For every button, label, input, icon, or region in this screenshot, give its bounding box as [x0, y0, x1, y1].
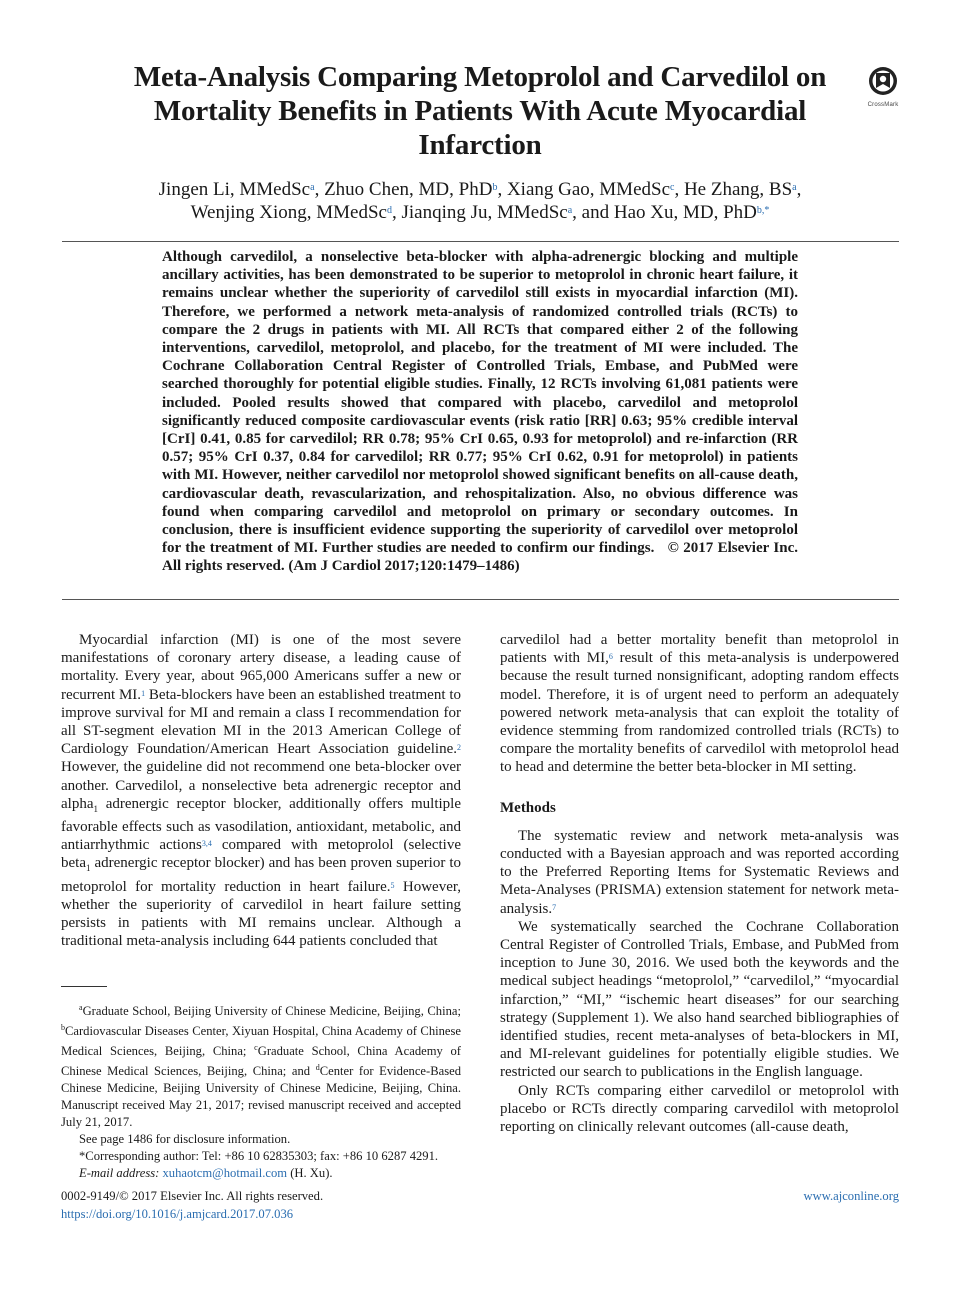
- doi-link[interactable]: https://doi.org/10.1016/j.amjcard.2017.07.036: [61, 1207, 294, 1221]
- affiliation-text: Graduate School, Beijing University of Chinese Medicine, Beijing, China;: [82, 1004, 461, 1019]
- article-title: Meta-Analysis Comparing Metoprolol and Carvedilol on Mortality Benefits in Patients With Acute Myocardial Infarction: [133, 61, 827, 161]
- body-text: adrenergic receptor blocker) and has been proven superior to metoprolol for mortality reduction in heart failure.: [61, 855, 461, 895]
- left-column: [61, 631, 461, 950]
- methods-paragraph: We systematically searched the Cochrane Collaboration Central Register of Controlled Trials, Embase, and PubMed from inception to June 30, 2016. We used both the keywords and the medical subject headings “metoprolol,” “carvedilol,” “myocardial infarction,” “MI,” “ischemic heart diseases” for our searching strategy (Supplement 1). We also hand searched bibliographies of identified studies, recent meta-analyses of beta-blockers in MI, and MI-relevant guidelines for potentially eligible studies. We restricted our search to publications in the English language.: [500, 918, 899, 1081]
- abstract-bottom-rule: [62, 599, 899, 600]
- body-text: However, the guideline did not recommend one beta-blocker over another. Carvedilol, a nonselective beta adrenergic receptor and alpha: [61, 759, 461, 812]
- email-label: E-mail address:: [79, 1165, 160, 1180]
- affiliation-text: Center for Evidence-Based Chinese Medicine, Beijing University of Chinese Medicine, Beijing, China. Manuscript received May 21, 2017; revised manuscript received and accepted July 21, 2017.: [61, 1064, 461, 1130]
- reference-link[interactable]: 1: [141, 688, 146, 698]
- reference-link[interactable]: 2: [457, 743, 461, 753]
- footnote-rule: [61, 986, 107, 987]
- author-name: Hao Xu, MD, PhD: [613, 202, 757, 223]
- author-separator: ,: [674, 179, 684, 200]
- affiliation-text: Cardiovascular Diseases Center, Xiyuan Hospital, China Academy of Chinese Medical Sciences, Beijing, China;: [61, 1024, 461, 1059]
- crossmark-badge[interactable]: [866, 66, 900, 108]
- body-text: compared with metoprolol (selective beta: [61, 837, 461, 872]
- body-text: Beta-blockers have been an established treatment to improve survival for MI and remain a class I recommendation for all ST-segment elevation MI in the 2013 American College of Cardiology Foundation/American Heart Association guideline.: [61, 686, 461, 758]
- affiliations-footnote: [61, 1000, 461, 1131]
- issn-copyright: 0002-9149/© 2017 Elsevier Inc. All rights reserved.: [61, 1189, 324, 1203]
- body-text: However, whether the superiority of carvedilol in heart failure setting persists in patients with MI remains unclear. Although a traditional meta-analysis including 644 patients concluded that: [61, 878, 461, 950]
- affiliation-link[interactable]: c: [670, 182, 675, 193]
- abstract-top-rule: [62, 241, 899, 242]
- methods-heading: Methods: [500, 799, 556, 816]
- affiliation-text: Graduate School, China Academy of Chinese Medical Sciences, Beijing, China; and: [61, 1044, 461, 1079]
- author-name: He Zhang, BS: [683, 179, 793, 200]
- author-name: Wenjing Xiong, MMedSc: [190, 202, 387, 223]
- author-name: Zhuo Chen, MD, PhD: [324, 179, 493, 200]
- affiliation-mark: d: [315, 1063, 320, 1073]
- author-separator: ,: [314, 179, 325, 200]
- author-name: Jianqing Ju, MMedSc: [401, 202, 568, 223]
- author-separator: , and: [572, 202, 614, 223]
- subscript: 1: [85, 863, 91, 874]
- email-note: [61, 1165, 461, 1182]
- affiliation-link[interactable]: a: [567, 205, 573, 216]
- affiliation-mark: b: [61, 1023, 65, 1033]
- affiliation-mark: c: [254, 1043, 258, 1053]
- body-text: Myocardial infarction (MI) is one of the most severe manifestations of coronary artery disease, a leading cause of mortality. Every year, about 965,000 Americans suffer a new or recurrent MI.: [61, 632, 461, 703]
- author-separator: ,: [497, 179, 507, 200]
- reference-link[interactable]: 7: [552, 902, 557, 912]
- body-text: adrenergic receptor blocker, additionally offers multiple favorable effects such as vasodilation, antioxidant, metabolic, and antiarrhythmic actions: [61, 795, 461, 854]
- footer-right: [804, 1187, 899, 1205]
- author-name: Jingen Li, MMedSc: [158, 179, 311, 200]
- footer-left: [61, 1187, 323, 1223]
- affiliation-link[interactable]: a: [792, 182, 797, 193]
- reference-link[interactable]: 3,4: [201, 839, 212, 849]
- crossmark-icon: [868, 66, 898, 96]
- disclosure-note: See page 1486 for disclosure information.: [79, 1132, 291, 1147]
- author-name: Xiang Gao, MMedSc: [506, 179, 670, 200]
- email-suffix: (H. Xu).: [287, 1165, 333, 1180]
- body-text: result of this meta-analysis is underpowered because the result turned nonsignificant, adopting random effects model. Therefore, it is of urgent need to perform an adequately powered network meta-analysis that can exploit the totality of evidence stemming from randomized controlled trials (RCTs) to compare the mortality benefits of carvedilol with metoprolol head to head and determine the better beta-blocker in MI setting.: [500, 650, 900, 776]
- abstract-text: Although carvedilol, a nonselective beta-blocker with alpha-adrenergic blocking and multiple ancillary activities, has been demonstrated to be superior to metoprolol in chronic heart failure, it remains unclear whether the superiority of carvedilol still exists in myocardial infarction (MI). Therefore, we performed a network meta-analysis of randomized controlled trials (RCTs) to compare the 2 drugs in patients with MI. All RCTs that compared either 2 of the following interventions, carvedilol, metoprolol, and placebo, for the treatment of MI were included. The Cochrane Collaboration Central Register of Controlled Trials, Embase, and PubMed were searched thoroughly for potential eligible studies. Finally, 12 RCTs involving 61,081 patients were included. Pooled results showed that compared with placebo, carvedilol and metoprolol significantly reduced composite cardiovascular events (risk ratio [RR] 0.63; 95% credible interval [CrI] 0.41, 0.85 for carvedilol; RR 0.78; 95% CrI 0.65, 0.93 for metoprolol) and re-infarction (RR 0.57; 95% CrI 0.37, 0.84 for carvedilol; RR 0.77; 95% CrI 0.62, 0.91 for metoprolol) in patients with MI. However, neither carvedilol nor metoprolol showed significant benefits on all-cause death, cardiovascular death, revascularization, and rehospitalization. Also, no obvious difference was found when comparing carvedilol and metoprolol on primary or secondary outcomes. In conclusion, there is insufficient evidence supporting the superiority of carvedilol over metoprolol for the treatment of MI. Further studies are needed to confirm our findings.: [162, 249, 798, 557]
- journal-website-link[interactable]: www.ajconline.org: [803, 1189, 899, 1203]
- methods-paragraph: [500, 827, 899, 918]
- footnotes: [61, 1000, 461, 1182]
- affiliation-link[interactable]: b,*: [756, 205, 770, 216]
- body-text: The systematic review and network meta-analysis was conducted with a Bayesian approach and was reported according to the Preferred Reporting Items for Systematic Reviews and Meta-Analyses (PRISMA) extension statement for network meta-analysis.: [500, 827, 899, 917]
- subscript: 1: [93, 803, 98, 814]
- affiliation-link[interactable]: a: [310, 182, 315, 193]
- intro-continuation: [500, 631, 899, 777]
- right-column: [500, 631, 899, 1136]
- affiliation-link[interactable]: b: [492, 182, 498, 193]
- abstract-copyright: © 2017 Elsevier Inc. All rights reserved. (Am J Cardiol 2017;120:1479–1486): [162, 540, 798, 575]
- corresponding-author-note: *Corresponding author: Tel: +86 10 62835303; fax: +86 10 6287 4291.: [79, 1149, 439, 1163]
- affiliation-link[interactable]: d: [386, 205, 392, 216]
- author-list: [90, 178, 870, 224]
- reference-link[interactable]: 6: [608, 652, 613, 662]
- intro-paragraph: [61, 631, 461, 950]
- email-link[interactable]: xuhaotcm@hotmail.com: [162, 1165, 288, 1180]
- reference-link[interactable]: 5: [390, 880, 395, 890]
- author-separator: ,: [796, 179, 802, 200]
- body-text: carvedilol had a better mortality benefit than metoprolol in patients with MI,: [500, 632, 899, 667]
- abstract: [162, 248, 798, 576]
- author-separator: ,: [391, 202, 402, 223]
- affiliation-mark: a: [79, 1003, 83, 1012]
- crossmark-label: CrossMark: [867, 102, 899, 108]
- methods-paragraph: Only RCTs comparing either carvedilol or metoprolol with placebo or RCTs directly comparing carvedilol with metoprolol reporting on clinically relevant outcomes (all-cause death,: [500, 1082, 899, 1136]
